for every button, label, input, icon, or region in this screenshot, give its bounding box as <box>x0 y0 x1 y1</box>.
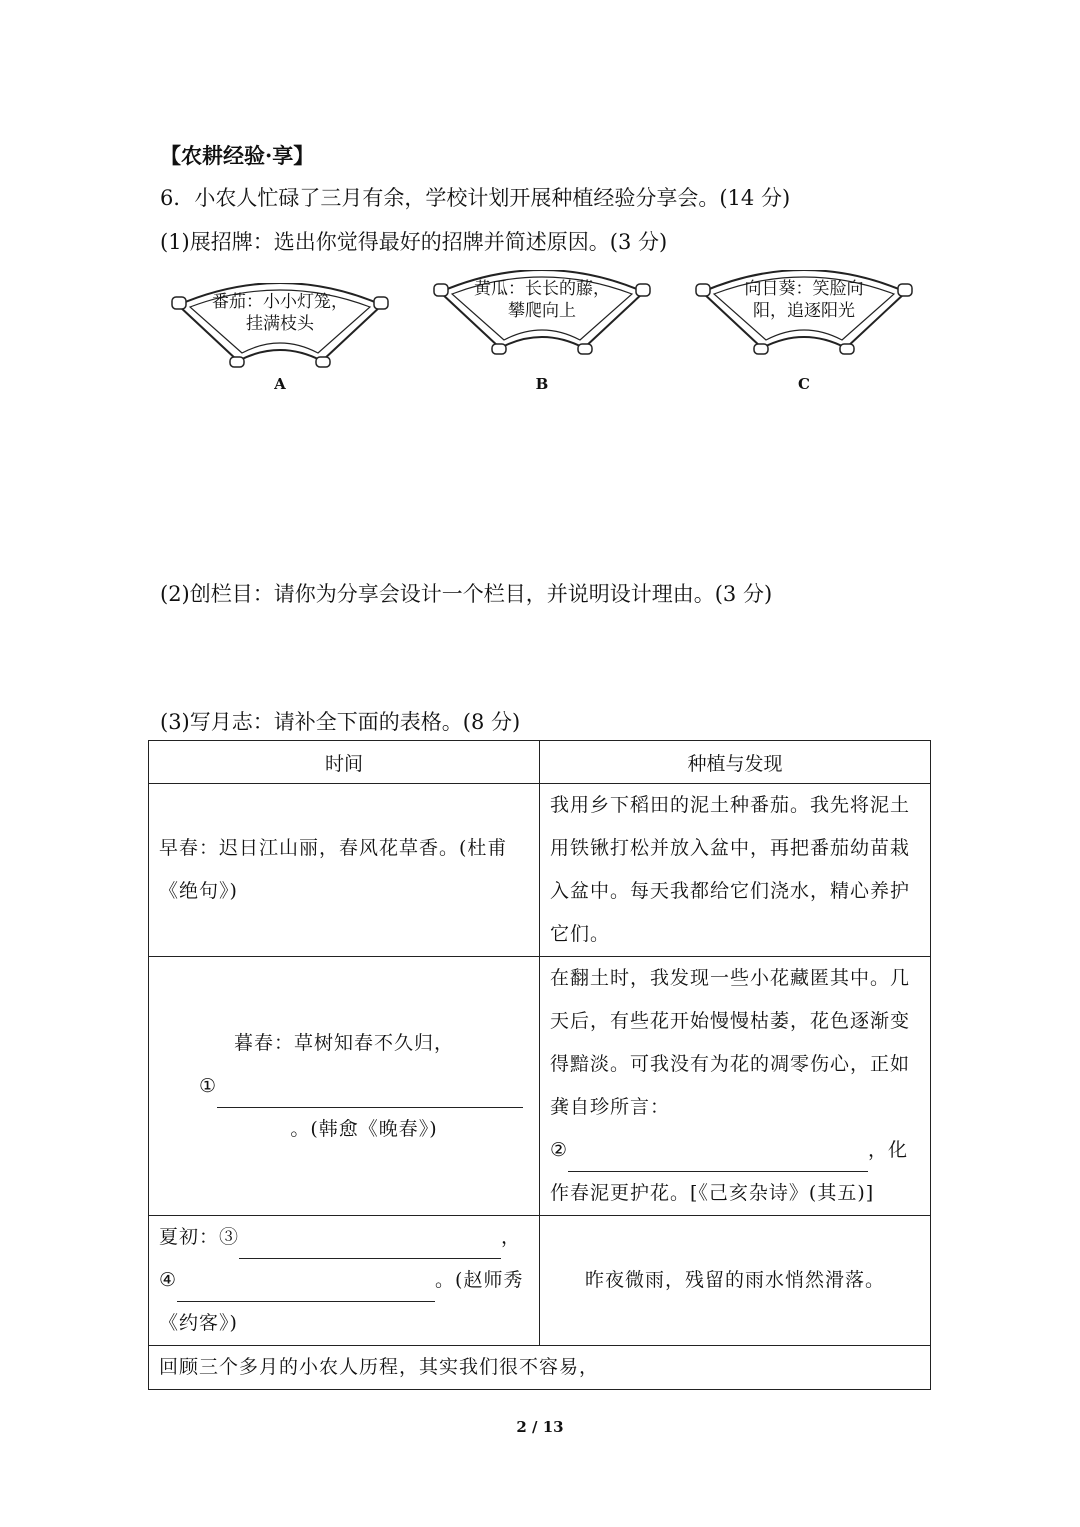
blank4-tail: 。(赵师秀 <box>435 1269 524 1291</box>
blank1-mark: ① <box>199 1074 218 1097</box>
blank2-mark: ② <box>550 1139 569 1161</box>
sub-question-1: (1)展招牌：选出你觉得最好的招牌并简述原因。(3 分) <box>160 230 668 254</box>
blank2-line[interactable] <box>568 1149 868 1172</box>
row3-finding <box>540 1216 931 1346</box>
row2-time-line3: 。(韩愈《晚春》) <box>290 1117 438 1140</box>
blank2-tail: ，化 <box>868 1139 909 1161</box>
sign-b <box>432 270 652 393</box>
blank4-mark: ④ <box>159 1269 178 1291</box>
row3-time <box>149 1216 540 1346</box>
blank3-tail: ， <box>501 1226 522 1248</box>
table-row <box>149 1216 931 1346</box>
row2-time-line1: 暮春：草树知春不久归， <box>233 1031 454 1054</box>
sign-b-text: 黄瓜：长长的藤，攀爬向上 <box>474 279 610 321</box>
blank1-line[interactable] <box>217 1085 523 1108</box>
sign-b-letter: B <box>535 375 549 393</box>
sub-question-3: (3)写月志：请补全下面的表格。(8 分) <box>160 710 521 734</box>
page-number: 2 / 13 <box>516 1418 564 1436</box>
sign-a-text: 番茄：小小灯笼，挂满枝头 <box>212 292 348 334</box>
row2-finding-text: 在翻土时，我发现一些小花藏匿其中。几天后，有些花开始慢慢枯萎，花色逐渐变得黯淡。可我没有为花的凋零伤心，正如龚自珍所言： <box>550 967 911 1118</box>
header-finding: 种植与发现 <box>540 741 931 784</box>
section-title: 【农耕经验·享】 <box>160 143 315 168</box>
table-row <box>149 1346 931 1390</box>
sign-a-letter: A <box>274 375 286 393</box>
table-header-row <box>149 741 931 784</box>
row3-finding-text: 昨夜微雨，残留的雨水悄然滑落。 <box>584 1269 885 1291</box>
sub-question-2: (2)创栏目：请你为分享会设计一个栏目，并说明设计理由。(3 分) <box>160 582 773 606</box>
row2-blank2 <box>550 1129 920 1172</box>
row1-time <box>149 784 540 957</box>
sign-c <box>694 270 914 393</box>
row2-finding <box>540 957 931 1216</box>
row3-blank3 <box>159 1216 529 1259</box>
question-6: 6．小农人忙碌了三月有余，学校计划开展种植经验分享会。(14 分) <box>160 186 791 210</box>
row2-blank1 <box>159 1065 529 1108</box>
monthly-log-table <box>148 740 931 1390</box>
row3-label: 夏初： <box>159 1226 220 1248</box>
row3-source: 《约客》) <box>159 1312 238 1334</box>
sign-a <box>170 283 390 395</box>
row4-text: 回顾三个多月的小农人历程，其实我们很不容易， <box>159 1356 600 1378</box>
row4-summary <box>149 1346 931 1390</box>
row1-finding <box>540 784 931 957</box>
header-time: 时间 <box>149 741 540 784</box>
sign-c-text: 向日葵：笑脸向阳，追逐阳光 <box>744 279 864 321</box>
row1-finding-text: 我用乡下稻田的泥土种番茄。我先将泥土用铁锹打松并放入盆中，再把番茄幼苗栽入盆中。每天我都给它们浇水，精心养护它们。 <box>550 794 911 945</box>
row2-finding-end: 作春泥更护花。[《己亥杂诗》(其五)] <box>550 1182 875 1204</box>
blank3-mark: ③ <box>219 1226 240 1248</box>
row2-time <box>149 957 540 1216</box>
table-row <box>149 957 931 1216</box>
sign-c-letter: C <box>798 375 810 393</box>
blank3-line[interactable] <box>239 1236 501 1259</box>
row1-time-text: 早春：迟日江山丽，春风花草香。(杜甫《绝句》) <box>159 837 508 902</box>
table-row <box>149 784 931 957</box>
blank4-line[interactable] <box>177 1279 435 1302</box>
row3-blank4 <box>159 1259 529 1302</box>
